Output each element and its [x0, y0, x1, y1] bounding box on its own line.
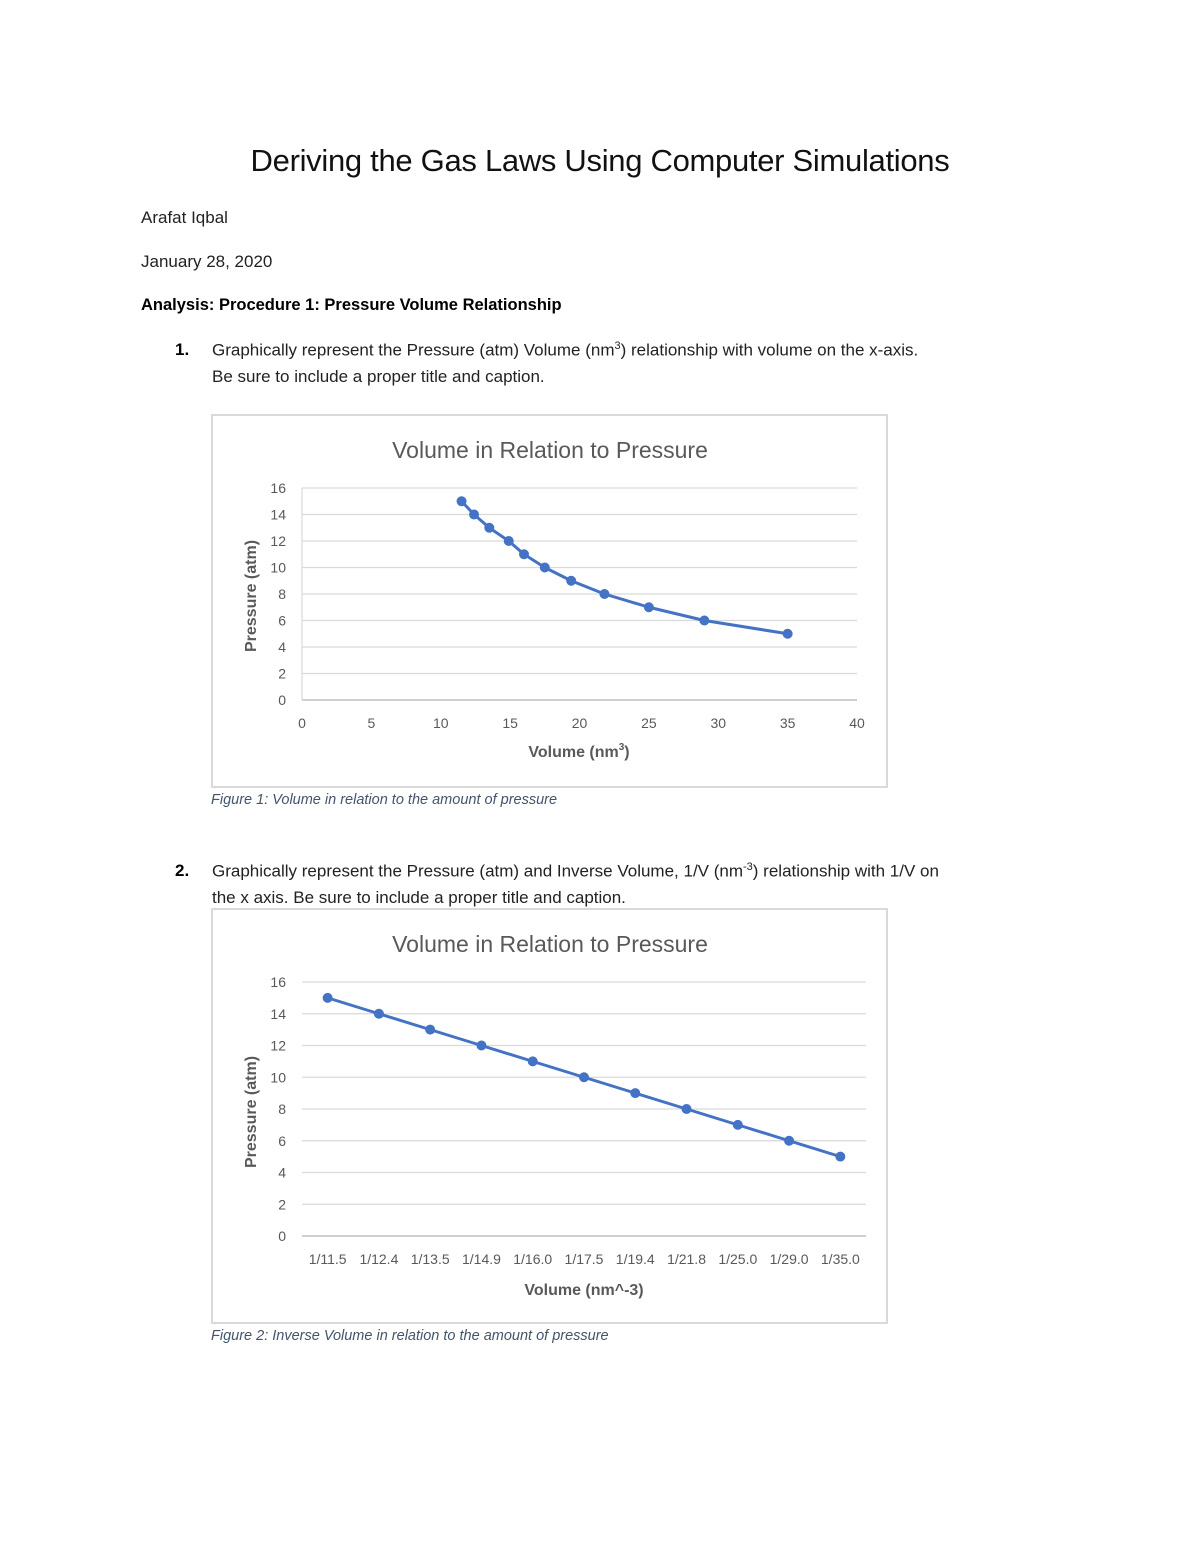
data-point [425, 1025, 435, 1035]
question-1-number: 1. [175, 340, 190, 359]
data-point [374, 1009, 384, 1019]
chart-1-x-axis-label-sup: 3 [618, 742, 625, 753]
data-point [784, 1136, 794, 1146]
data-point [835, 1152, 845, 1162]
y-tick-label: 10 [270, 1069, 286, 1086]
data-point [699, 616, 709, 626]
chart-2-x-axis-label: Volume (nm^-3) [524, 1282, 644, 1299]
x-tick-label: 1/16.0 [513, 1251, 553, 1267]
x-tick-label: 5 [367, 715, 376, 731]
data-point [599, 589, 609, 599]
data-point [484, 523, 494, 533]
data-point [783, 629, 793, 639]
y-tick-label: 14 [270, 506, 286, 523]
y-tick-label: 6 [278, 1132, 286, 1149]
chart-1-x-axis-label [528, 742, 629, 761]
x-tick-label: 1/25.0 [718, 1251, 758, 1267]
x-tick-label: 1/17.5 [564, 1251, 604, 1267]
x-tick-label: 1/13.5 [410, 1251, 450, 1267]
y-tick-label: 16 [270, 974, 286, 990]
chart-2-frame [211, 908, 888, 1324]
x-tick-label: 1/11.5 [308, 1251, 347, 1267]
x-tick-label: 15 [502, 715, 518, 731]
data-point [733, 1120, 743, 1130]
chart-2-y-axis-label: Pressure (atm) [243, 1055, 260, 1169]
figure-2-caption: Figure 2: Inverse Volume in relation to the amount of pressure [211, 1328, 609, 1344]
document-title: Deriving the Gas Laws Using Computer Simulations [250, 143, 950, 178]
question-1-text-b: ) relationship with volume on the x-axis. [620, 340, 919, 360]
x-tick-label: 1/14.9 [461, 1251, 501, 1267]
y-tick-label: 8 [278, 586, 286, 602]
x-tick-label: 1/35.0 [820, 1251, 860, 1267]
data-point [528, 1056, 538, 1066]
data-point [469, 510, 479, 520]
data-point [630, 1088, 640, 1098]
y-tick-label: 2 [278, 665, 286, 682]
x-tick-label: 0 [298, 715, 306, 731]
y-tick-label: 16 [270, 480, 286, 496]
x-tick-label: 1/21.8 [667, 1251, 707, 1267]
x-tick-label: 1/29.0 [769, 1251, 809, 1267]
chart-2-title: Volume in Relation to Pressure [392, 931, 708, 957]
y-tick-label: 2 [278, 1196, 286, 1213]
data-point [323, 993, 333, 1003]
y-tick-label: 8 [278, 1101, 286, 1117]
chart-1-y-axis-label: Pressure (atm) [243, 539, 260, 653]
y-tick-label: 14 [270, 1005, 286, 1022]
question-2-sup: -3 [743, 861, 753, 873]
question-1-text-line2: Be sure to include a proper title and caption. [212, 367, 545, 386]
y-tick-label: 0 [278, 1228, 286, 1244]
y-tick-label: 12 [270, 1037, 286, 1054]
document-date: January 28, 2020 [141, 252, 273, 271]
question-2-text-b: ) relationship with 1/V on [752, 861, 939, 881]
question-2-number: 2. [175, 861, 190, 880]
question-1-text-line1 [212, 340, 918, 361]
x-tick-label: 40 [849, 715, 865, 731]
y-tick-label: 4 [278, 1164, 286, 1181]
figure-1-caption: Figure 1: Volume in relation to the amount of pressure [211, 792, 558, 808]
x-tick-label: 1/19.4 [615, 1251, 655, 1267]
y-tick-label: 0 [278, 692, 286, 708]
chart-2-svg [213, 910, 886, 1322]
x-tick-label: 35 [779, 715, 796, 731]
data-point [519, 549, 529, 559]
chart-1-x-axis-label-main: Volume (nm [528, 744, 619, 761]
x-tick-label: 20 [571, 715, 588, 731]
chart-1-frame [211, 414, 888, 788]
data-point [540, 563, 550, 573]
section-heading: Analysis: Procedure 1: Pressure Volume Relationship [141, 296, 562, 314]
data-point [457, 496, 467, 506]
question-2-text-line2: the x axis. Be sure to include a proper title and caption. [212, 888, 626, 907]
chart-1-svg [213, 416, 886, 786]
y-tick-label: 6 [278, 612, 286, 629]
x-tick-label: 30 [710, 715, 727, 731]
x-tick-label: 1/12.4 [359, 1251, 399, 1267]
data-point [579, 1072, 589, 1082]
data-point [504, 536, 514, 546]
x-tick-label: 10 [432, 715, 449, 731]
data-point [476, 1041, 486, 1051]
question-1-text-a: Graphically represent the Pressure (atm) Volume (nm [212, 340, 615, 360]
data-point [644, 602, 654, 612]
data-point [566, 576, 576, 586]
x-tick-label: 25 [641, 715, 657, 731]
y-tick-label: 4 [278, 639, 286, 655]
chart-1-x-axis-label-end: ) [624, 744, 630, 761]
question-2-text-line1 [212, 861, 939, 882]
question-1-sup: 3 [614, 340, 621, 352]
data-point [682, 1104, 692, 1114]
y-tick-label: 12 [270, 533, 286, 549]
y-tick-label: 10 [270, 559, 286, 576]
question-2-text-a: Graphically represent the Pressure (atm) and Inverse Volume, 1/V (nm [212, 861, 744, 881]
chart-1-title: Volume in Relation to Pressure [392, 437, 708, 463]
author-name: Arafat Iqbal [141, 208, 228, 227]
